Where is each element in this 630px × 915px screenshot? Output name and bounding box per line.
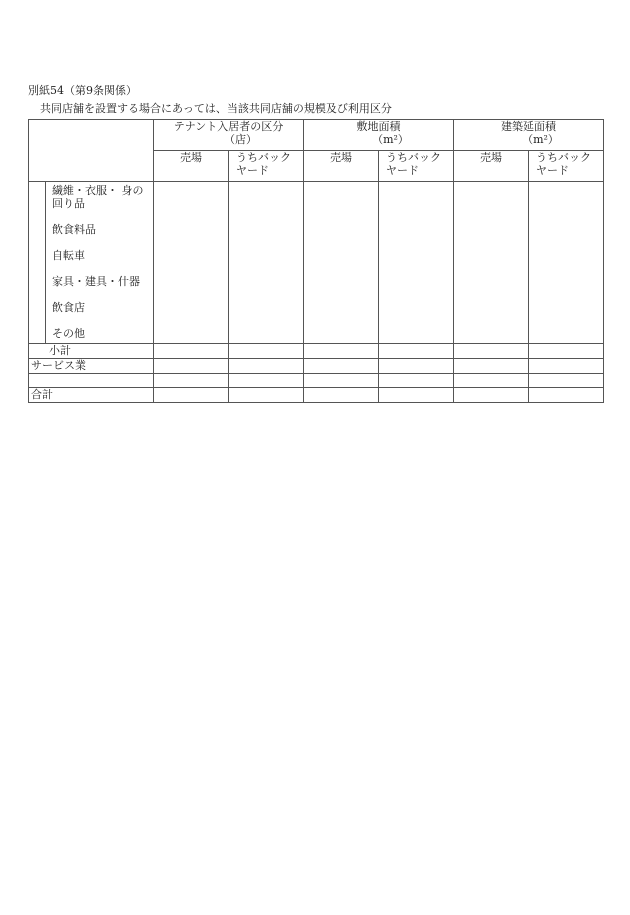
data-cell[interactable] xyxy=(154,359,229,374)
data-cell[interactable] xyxy=(529,344,604,359)
group-unit: （m²） xyxy=(522,133,559,146)
row-label-blank xyxy=(29,374,154,388)
subheader-sales-floor: 売場 xyxy=(454,151,529,182)
group-unit: （m²） xyxy=(372,133,409,146)
data-cell[interactable] xyxy=(154,182,229,344)
group-header-tenants xyxy=(154,120,304,151)
group-header-site-area xyxy=(304,120,454,151)
indent-cell xyxy=(29,182,46,344)
subheader-backyard: うちバック ヤード xyxy=(229,151,304,182)
group-title: 建築延面積 xyxy=(501,120,557,133)
data-cell[interactable] xyxy=(304,388,379,403)
subheader-sales-floor: 売場 xyxy=(154,151,229,182)
data-cell[interactable] xyxy=(529,359,604,374)
group-title: テナント入居者の区分 xyxy=(173,120,284,133)
category-item: 家具・建具・什器 xyxy=(52,275,140,288)
data-cell[interactable] xyxy=(229,359,304,374)
document-heading: 別紙54（第9条関係） xyxy=(28,84,137,97)
data-cell[interactable] xyxy=(454,388,529,403)
group-unit: （店） xyxy=(224,133,257,146)
corner-cell xyxy=(29,120,154,182)
data-cell[interactable] xyxy=(379,182,454,344)
row-label-subtotal: 小計 xyxy=(29,344,154,359)
group-header-floor-area xyxy=(454,120,604,151)
data-cell[interactable] xyxy=(529,182,604,344)
usage-table xyxy=(28,119,604,403)
data-cell[interactable] xyxy=(154,388,229,403)
subheader-backyard: うちバック ヤード xyxy=(379,151,454,182)
subheader-sales-floor: 売場 xyxy=(304,151,379,182)
data-cell[interactable] xyxy=(454,344,529,359)
category-item: 繊維・衣服・ 身の回り品 xyxy=(52,184,144,210)
data-cell[interactable] xyxy=(454,359,529,374)
row-label-service: サービス業 xyxy=(29,359,154,374)
data-cell[interactable] xyxy=(454,374,529,388)
data-cell[interactable] xyxy=(379,359,454,374)
data-cell[interactable] xyxy=(529,388,604,403)
data-cell[interactable] xyxy=(304,359,379,374)
data-cell[interactable] xyxy=(304,374,379,388)
category-item: 飲食店 xyxy=(52,301,85,314)
data-cell[interactable] xyxy=(154,344,229,359)
category-item: 自転車 xyxy=(52,249,85,262)
data-cell[interactable] xyxy=(379,374,454,388)
data-cell[interactable] xyxy=(379,344,454,359)
category-list xyxy=(46,182,154,344)
row-label-total: 合計 xyxy=(29,388,154,403)
data-cell[interactable] xyxy=(304,344,379,359)
subheader-backyard: うちバック ヤード xyxy=(529,151,604,182)
data-cell[interactable] xyxy=(379,388,454,403)
data-cell[interactable] xyxy=(229,374,304,388)
category-item: 飲食料品 xyxy=(52,223,96,236)
group-title: 敷地面積 xyxy=(356,120,401,133)
data-cell[interactable] xyxy=(304,182,379,344)
data-cell[interactable] xyxy=(154,374,229,388)
data-cell[interactable] xyxy=(229,182,304,344)
data-cell[interactable] xyxy=(529,374,604,388)
document-subheading: 共同店舗を設置する場合にあっては、当該共同店舗の規模及び利用区分 xyxy=(40,102,392,115)
data-cell[interactable] xyxy=(229,344,304,359)
data-cell[interactable] xyxy=(229,388,304,403)
category-item: その他 xyxy=(52,327,85,340)
data-cell[interactable] xyxy=(454,182,529,344)
